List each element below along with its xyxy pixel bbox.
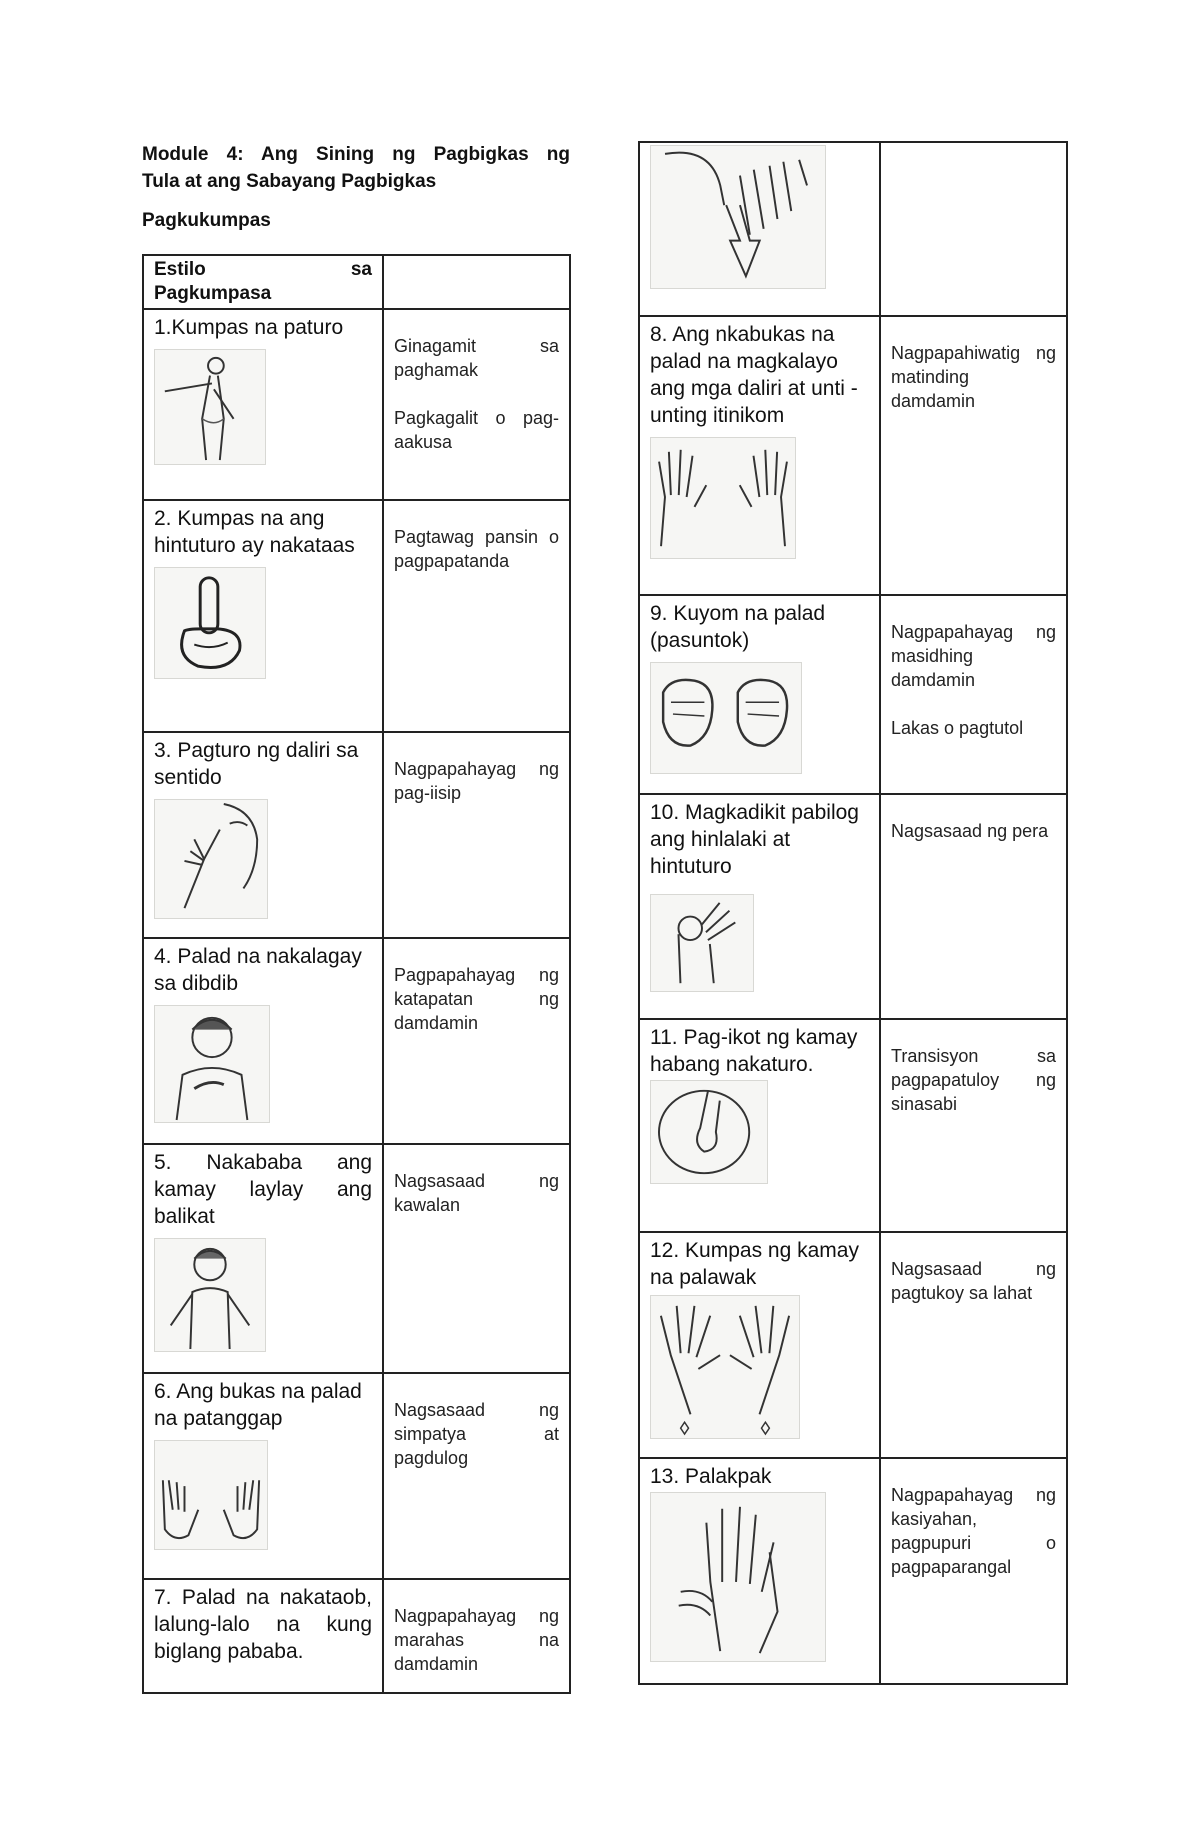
gesture-title: 9. Kuyom na palad (pasuntok) [650,602,826,652]
meaning-text: Nagsasaad ng simpatya at pagdulog [394,1400,559,1468]
meaning-cell [383,309,570,500]
gesture-title: 7. Palad na nakataob, lalung-lalo na kung biglang pababa. [154,1586,372,1663]
gesture-cell [639,794,880,1019]
meaning-text: Nagpapahayag ng pag-iisip [394,759,559,803]
gesture-cell [143,500,383,732]
table-row [143,732,570,938]
gesture-cell [143,1144,383,1373]
meaning-cell [880,316,1067,595]
finger-to-temple-icon [154,799,268,919]
table-row [143,1373,570,1579]
spread-fingers-hands-icon [650,437,796,559]
meaning-cell [383,1144,570,1373]
meaning-text: Pagkagalit o pag-aakusa [394,408,559,452]
meaning-text: Nagsasaad ng pagtukoy sa lahat [891,1259,1056,1303]
meaning-cell [880,142,1067,316]
pointing-man-icon [154,349,266,465]
meaning-cell [383,1373,570,1579]
module-title [142,141,570,195]
downward-palm-hand-icon [650,145,826,289]
meaning-text: Nagsasaad ng pera [891,821,1049,841]
gesture-cell [639,316,880,595]
table-row [143,1144,570,1373]
lowered-hands-boy-icon [154,1238,266,1352]
gesture-table-left [142,254,571,1694]
gesture-cell [639,142,880,316]
gesture-cell [639,1019,880,1232]
gesture-title: 10. Magkadikit pabilog ang hinlalaki at hintuturo [650,801,859,878]
gesture-title: 6. Ang bukas na palad na patanggap [154,1380,362,1430]
raised-index-finger-icon [154,567,266,679]
meaning-cell [880,1019,1067,1232]
gesture-title: 13. Palakpak [650,1465,772,1488]
meaning-cell [880,1458,1067,1684]
clenched-fists-icon [650,662,802,774]
gesture-cell [639,1232,880,1458]
header-word-pagkumpasa: Pagkumpasa [154,283,272,304]
table-row [143,309,570,500]
clapping-hands-icon [650,1492,826,1662]
widening-hands-icon [650,1295,800,1439]
header-word-sa: sa [350,259,372,280]
meaning-text: Pagpapahayag ng katapatan ng damdamin [394,965,559,1033]
module-title-line-2: Tula at ang Sabayang Pagbigkas [142,171,437,192]
gesture-cell [639,1458,880,1684]
gesture-cell [143,938,383,1144]
meaning-cell [880,595,1067,794]
gesture-title: 8. Ang nkabukas na palad na magkalayo ang mga daliri at unti -unting itinikom [650,323,858,427]
gesture-title: 4. Palad na nakalagay sa dibdib [154,945,362,995]
circling-pointing-hand-icon [650,1080,768,1184]
meaning-text: Pagtawag pansin o pagpapatanda [394,527,559,571]
gesture-title: 11. Pag-ikot ng kamay habang nakaturo. [650,1026,858,1076]
table-row [143,938,570,1144]
meaning-text: Nagpapahiwatig ng matinding damdamin [891,343,1056,411]
table-row [639,1232,1067,1458]
meaning-text: Nagpapahayag ng kasiyahan, pagpupuri o pagpaparangal [891,1485,1056,1577]
gesture-cell [143,1579,383,1693]
section-title: Pagkukumpas [142,210,271,231]
meaning-cell [383,1579,570,1693]
gesture-cell [143,732,383,938]
gesture-title: 2. Kumpas na ang hintuturo ay nakataas [154,507,355,557]
table-row [143,500,570,732]
meaning-cell [880,794,1067,1019]
table-row [639,1458,1067,1684]
open-receiving-palms-icon [154,1440,268,1550]
module-title-line-1: Module 4: Ang Sining ng Pagbigkas ng [142,144,570,165]
gesture-table-right [638,141,1068,1685]
hand-on-chest-boy-icon [154,1005,270,1123]
meaning-text: Lakas o pagtutol [891,718,1024,738]
meaning-cell [880,1232,1067,1458]
meaning-text: Nagpapahayag ng marahas na damdamin [394,1606,559,1674]
gesture-title: 3. Pagturo ng daliri sa sentido [154,739,359,789]
ok-hand-sign-icon [650,894,754,992]
table-row [143,1579,570,1693]
meaning-text: Nagsasaad ng kawalan [394,1171,559,1215]
gesture-cell [143,1373,383,1579]
meaning-cell [383,938,570,1144]
table-row [639,316,1067,595]
meaning-text: Ginagamit sa paghamak [394,336,559,380]
header-cell-meaning [383,255,570,309]
gesture-cell [639,595,880,794]
gesture-title: 12. Kumpas ng kamay na palawak [650,1239,859,1289]
table-row [639,1019,1067,1232]
gesture-title: 1.Kumpas na paturo [154,316,344,339]
header-cell-style [143,255,383,309]
meaning-cell [383,732,570,938]
meaning-text: Transisyon sa pagpapatuloy ng sinasabi [891,1046,1056,1114]
gesture-title: 5. Nakababa ang kamay laylay ang balikat [154,1151,372,1228]
table-row [639,794,1067,1019]
table-row [639,595,1067,794]
meaning-text: Nagpapahayag ng masidhing damdamin [891,622,1056,690]
table-row-continuation [639,142,1067,316]
header-word-estilo: Estilo [154,259,206,280]
gesture-cell [143,309,383,500]
table-header-row [143,255,570,309]
meaning-cell [383,500,570,732]
